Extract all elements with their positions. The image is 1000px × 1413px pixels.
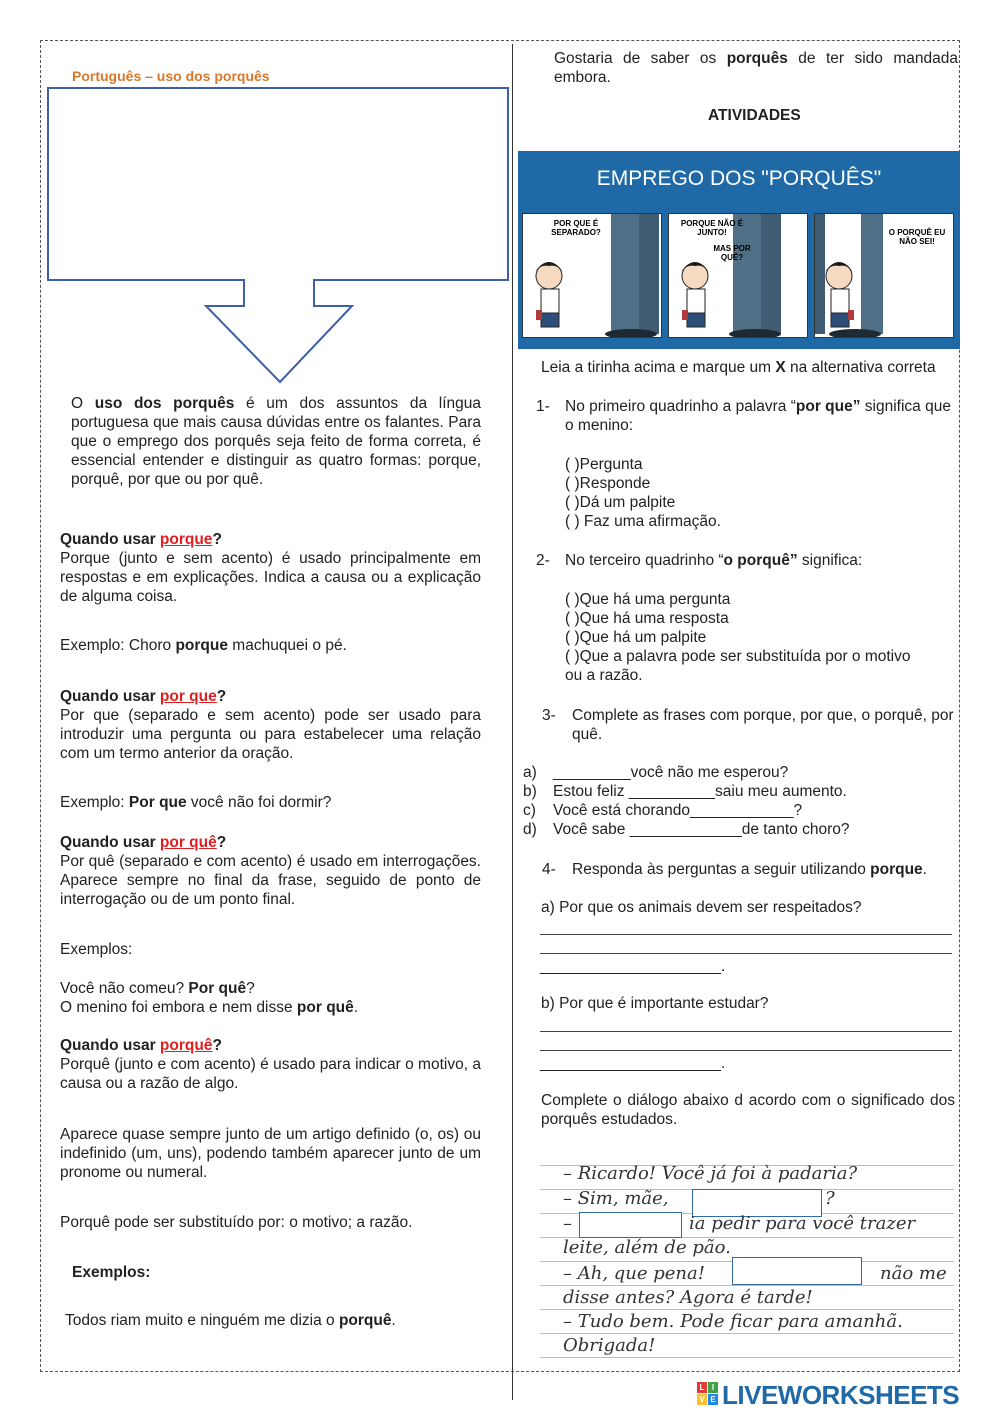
bubble-panel-2a: PORQUE NÃO É JUNTO! — [680, 219, 744, 237]
question-4-number: 4- — [542, 861, 556, 878]
bubble-panel-1: POR QUE É SEPARADO? — [551, 219, 601, 237]
arrow-callout-shape — [44, 84, 514, 389]
activities-heading: ATIVIDADES — [708, 107, 801, 124]
option-item[interactable]: ( )Que a palavra pode ser substituída por o motivo — [565, 648, 911, 665]
top-continuation-text: Gostaria de saber os porquês de ter sido mandada embora. — [554, 50, 958, 86]
option-item[interactable]: ( )Que há uma pergunta — [565, 591, 731, 608]
logo-wordmark: LIVEWORKSHEETS — [722, 1380, 960, 1410]
example-por-que: Exemplo: Por que você não foi dormir? — [60, 794, 332, 811]
question-2-options[interactable] — [565, 590, 911, 666]
bubble-panel-3: O PORQUÊ EU NÃO SEI! — [888, 228, 946, 246]
comic-panel-1 — [522, 213, 662, 338]
section-heading-por-que-acento: Quando usar por quê? — [60, 834, 227, 851]
instruction-text: Leia a tirinha acima e marque um X na alternativa correta — [541, 359, 936, 376]
examples-label: Exemplos: — [60, 941, 133, 958]
section-heading-por-que: Quando usar por que? — [60, 688, 227, 705]
option-item[interactable]: ( )Pergunta — [565, 456, 643, 473]
logo-mark — [697, 1382, 719, 1406]
fill-item[interactable]: b) Estou feliz __________saiu meu aumento. — [523, 783, 847, 800]
question-1-number: 1- — [536, 398, 550, 415]
dialog-line-2a: – Sim, mãe, — [563, 1188, 669, 1209]
dialog-line-8: Obrigada! — [563, 1335, 656, 1356]
question-4-text: Responda às perguntas a seguir utilizando porque. — [572, 861, 927, 878]
question-3-text: Complete as frases com porque, por que, o porquê, por quê. — [572, 707, 954, 743]
comic-panel-3 — [814, 213, 954, 338]
dialog-line-5a: – Ah, que pena! — [563, 1263, 705, 1284]
section-text-porque-acento-3: Porquê pode ser substituído por: o motivo; a razão. — [60, 1214, 413, 1231]
option-item[interactable]: ( )Dá um palpite — [565, 494, 676, 511]
dialog-line-2b: ? — [825, 1188, 835, 1209]
answer-lines-4b[interactable] — [540, 1013, 952, 1051]
logo-letter: V — [697, 1394, 707, 1405]
dialog-line-3b: ia pedir para você trazer — [689, 1213, 916, 1234]
option-item[interactable]: ( ) Faz uma afirmação. — [565, 513, 721, 530]
question-2-text: No terceiro quadrinho “o porquê” significa: — [565, 552, 863, 569]
dialog-line-6: disse antes? Agora é tarde! — [563, 1287, 813, 1308]
question-1-text: No primeiro quadrinho a palavra “por que” significa que o menino: — [565, 398, 951, 434]
page-title: Português – uso dos porquês — [72, 68, 270, 84]
answer-line-short-4a[interactable]: _____________________. — [540, 958, 726, 975]
option-item[interactable]: ( )Que há um palpite — [565, 629, 707, 646]
fill-item[interactable]: d) Você sabe _____________de tanto choro? — [523, 821, 850, 838]
section-text-porque-acento-2: Aparece quase sempre junto de um artigo definido (o, os) ou indefinido (um, uns), podendo também aparecer junto de um pronome ou numeral. — [60, 1126, 481, 1181]
question-4a: a) Por que os animais devem ser respeitados? — [541, 899, 862, 916]
dialog-line-1: – Ricardo! Você já foi à padaria? — [563, 1163, 858, 1184]
comic-banner — [518, 151, 960, 349]
section-heading-porque: Quando usar porque? — [60, 531, 222, 548]
section-text-porque: Porque (junto e sem acento) é usado principalmente em respostas e em explicações. Indica a causa ou a explicação de alguma coisa. — [60, 550, 481, 605]
example-porque: Exemplo: Choro porque machuquei o pé. — [60, 637, 347, 654]
dialog-answer-box-3[interactable] — [732, 1257, 862, 1285]
fill-item[interactable]: c) Você está chorando____________? — [523, 802, 803, 819]
dialog-instruction: Complete o diálogo abaixo d acordo com o significado dos porquês estudados. — [541, 1092, 955, 1128]
dialog-line-3a: – — [563, 1213, 572, 1234]
logo-letter: E — [708, 1394, 718, 1405]
section-text-porque-acento: Porquê (junto e com acento) é usado para indicar o motivo, a causa ou a razão de algo. — [60, 1056, 481, 1092]
dialog-line-7: – Tudo bem. Pode ficar para amanhã. — [563, 1311, 903, 1332]
question-3-items — [523, 763, 849, 839]
section-text-por-que-acento: Por quê (separado e com acento) é usado em interrogações. Aparece sempre no final da frase, seguido de ponto de interrogação ou de um ponto final. — [60, 853, 481, 908]
question-2-tail: ou a razão. — [565, 667, 643, 684]
dialog-answer-box-2[interactable] — [579, 1212, 682, 1238]
logo-letter: I — [708, 1382, 718, 1393]
question-1-options[interactable] — [565, 455, 721, 531]
dialog-line-5b: não me — [880, 1263, 947, 1284]
example-por-que-acento-1: Você não comeu? Por quê? — [60, 980, 255, 997]
section-heading-porque-acento: Quando usar porquê? — [60, 1037, 222, 1054]
option-item[interactable]: ( )Que há uma resposta — [565, 610, 729, 627]
liveworksheets-logo — [697, 1380, 997, 1410]
comic-panel-2 — [668, 213, 808, 338]
bubble-panel-2b: MAS POR QUÊ? — [713, 244, 751, 262]
question-2-number: 2- — [536, 552, 550, 569]
example-por-que-acento-2: O menino foi embora e nem disse por quê. — [60, 999, 359, 1016]
intro-paragraph: O uso dos porquês é um dos assuntos da língua portuguesa que mais causa dúvidas entre os falantes. Para que o emprego dos porquês seja feito de forma correta, é essencial entender e distinguir as quatro formas: porque, porquê, por que ou por quê. — [71, 395, 481, 488]
option-item[interactable]: ( )Responde — [565, 475, 651, 492]
logo-letter: L — [697, 1382, 707, 1393]
examples-label-porque: Exemplos: — [72, 1264, 151, 1281]
banner-title: EMPREGO DOS "PORQUÊS" — [596, 167, 882, 190]
answer-line-short-4b[interactable]: _____________________. — [540, 1055, 726, 1072]
question-4b: b) Por que é importante estudar? — [541, 995, 769, 1012]
fill-item[interactable]: a) _________você não me esperou? — [523, 764, 789, 781]
question-3-number: 3- — [542, 707, 556, 724]
example-porque-acento: Todos riam muito e ninguém me dizia o porquê. — [65, 1312, 396, 1329]
section-text-por-que: Por que (separado e sem acento) pode ser usado para introduzir uma pergunta ou para estabelecer uma relação com um termo anterior da oração. — [60, 707, 481, 762]
dialog-line-4: leite, além de pão. — [563, 1237, 731, 1258]
answer-lines-4a[interactable] — [540, 916, 952, 954]
